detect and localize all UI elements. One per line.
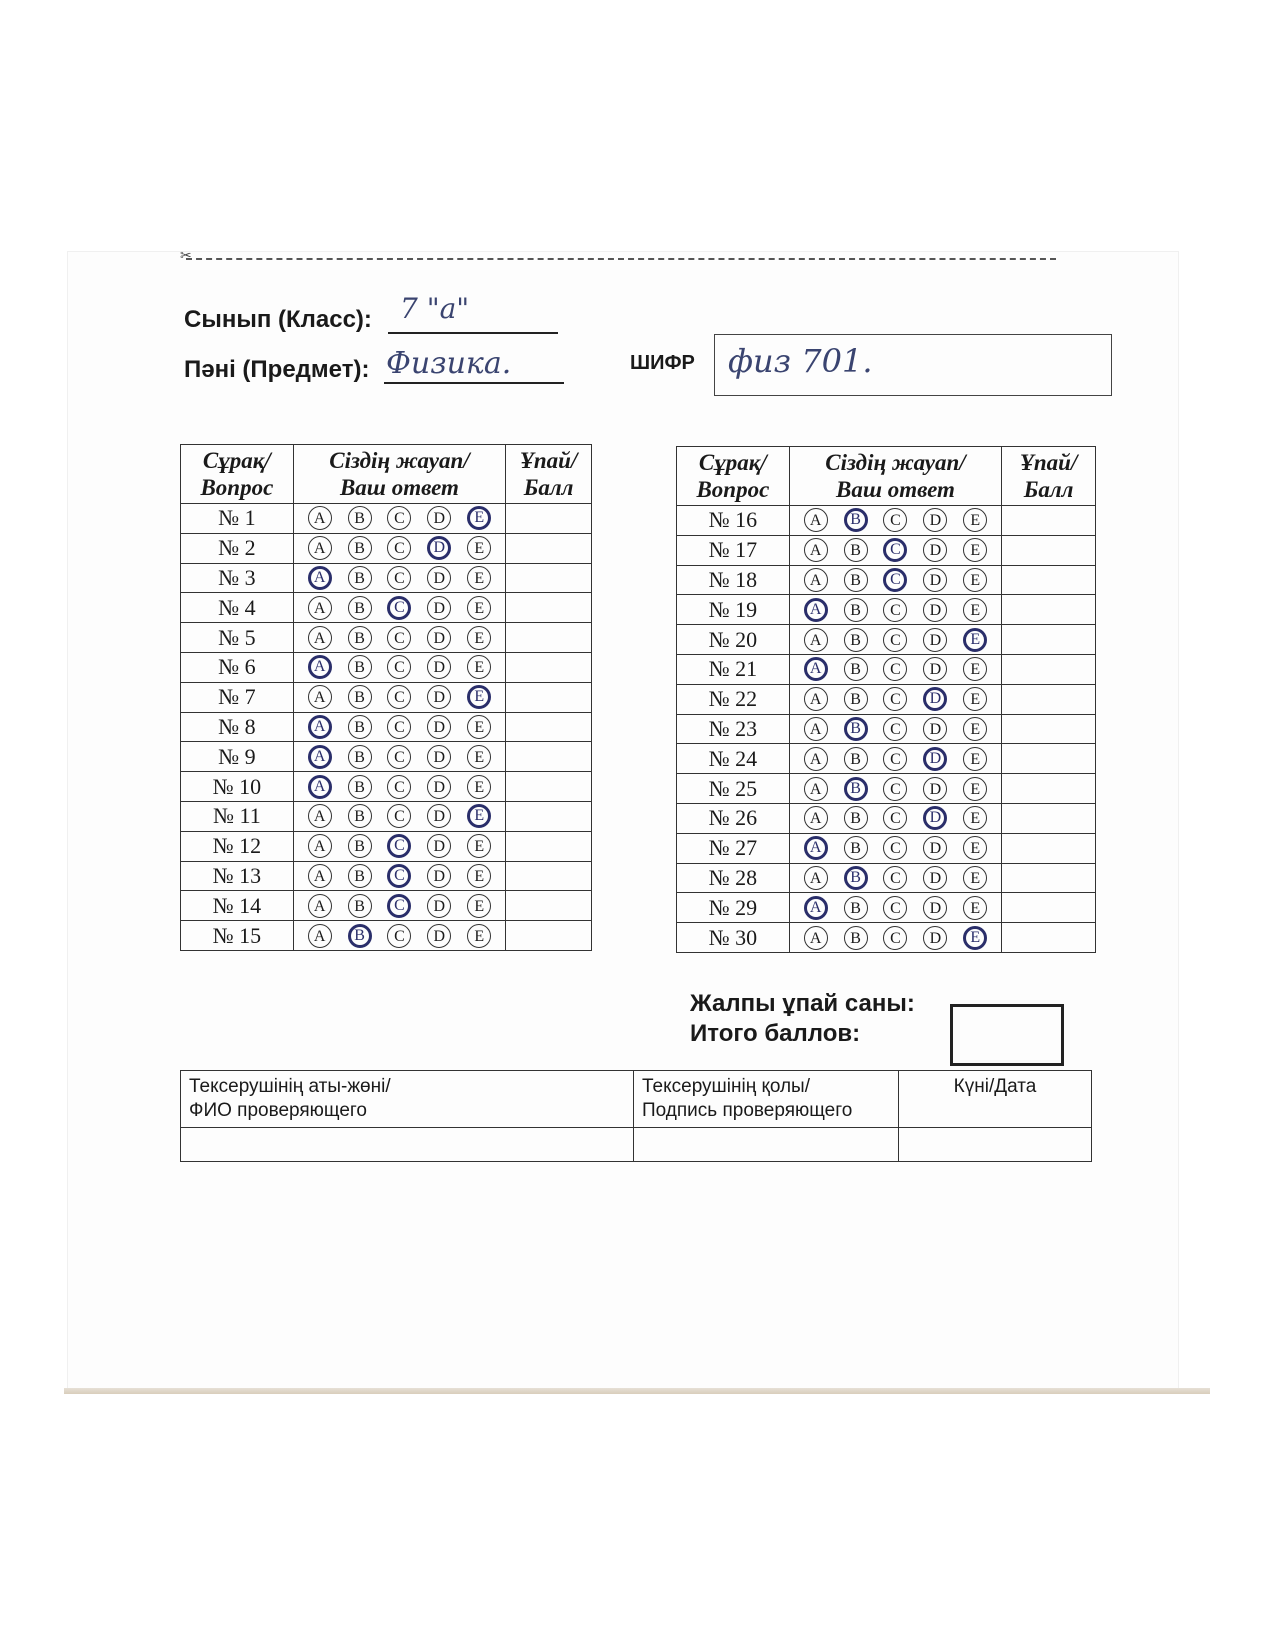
score-cell[interactable] xyxy=(506,742,592,772)
option-bubble-a[interactable]: A xyxy=(308,804,332,828)
option-bubble-e[interactable]: E xyxy=(963,538,987,562)
question-number: № 28 xyxy=(677,863,790,893)
option-bubble-a[interactable]: A xyxy=(308,596,332,620)
option-bubble-a[interactable]: A xyxy=(804,926,828,950)
option-bubble-e[interactable]: E xyxy=(963,777,987,801)
header-answer: Сіздің жауап/ Ваш ответ xyxy=(293,445,505,504)
option-bubble-d[interactable]: D xyxy=(427,804,451,828)
question-number: № 5 xyxy=(181,623,294,653)
answer-cell xyxy=(789,654,1001,684)
option-bubble-c[interactable]: C xyxy=(883,806,907,830)
option-bubble-b[interactable]: B xyxy=(348,536,372,560)
option-bubble-d[interactable]: D xyxy=(427,506,451,530)
scissors-icon: ✂ xyxy=(180,248,192,264)
score-cell[interactable] xyxy=(506,831,592,861)
subject-underline xyxy=(384,382,564,384)
option-bubble-a[interactable]: A xyxy=(804,568,828,592)
option-bubble-b[interactable]: B xyxy=(844,598,868,622)
option-bubble-c[interactable]: C xyxy=(387,894,411,918)
table-row xyxy=(181,921,592,951)
score-cell[interactable] xyxy=(506,801,592,831)
header-score: Ұпай/ Балл xyxy=(1002,447,1096,506)
option-bubble-a[interactable]: A xyxy=(804,508,828,532)
class-label: Сынып (Класс): xyxy=(184,306,372,333)
option-bubble-d[interactable]: D xyxy=(923,896,947,920)
table-row xyxy=(677,684,1096,714)
question-number: № 11 xyxy=(181,801,294,831)
answer-cell xyxy=(789,893,1001,923)
table-row xyxy=(181,712,592,742)
table-row xyxy=(677,923,1096,953)
table-row xyxy=(677,654,1096,684)
header-answer: Сіздің жауап/ Ваш ответ xyxy=(789,447,1001,506)
option-bubble-d[interactable]: D xyxy=(923,717,947,741)
option-bubble-e[interactable]: E xyxy=(467,775,491,799)
score-cell[interactable] xyxy=(506,861,592,891)
total-label-ru: Итого баллов: xyxy=(690,1020,861,1047)
table-row xyxy=(677,714,1096,744)
answer-cell xyxy=(293,652,505,682)
option-bubble-b[interactable]: B xyxy=(844,747,868,771)
option-bubble-c[interactable]: C xyxy=(883,777,907,801)
option-bubble-a[interactable]: A xyxy=(308,655,332,679)
question-number: № 13 xyxy=(181,861,294,891)
option-bubble-b[interactable]: B xyxy=(348,745,372,769)
option-bubble-a[interactable]: A xyxy=(308,506,332,530)
answer-cell xyxy=(293,801,505,831)
option-bubble-d[interactable]: D xyxy=(427,596,451,620)
class-value[interactable]: 7 "а" xyxy=(400,292,470,325)
answer-cell xyxy=(789,625,1001,655)
option-bubble-e[interactable]: E xyxy=(467,924,491,948)
option-bubble-c[interactable]: C xyxy=(387,596,411,620)
option-bubble-a[interactable]: A xyxy=(308,685,332,709)
total-label-kz: Жалпы ұпай саны: xyxy=(690,990,915,1017)
option-bubble-c[interactable]: C xyxy=(387,715,411,739)
question-number: № 10 xyxy=(181,772,294,802)
option-bubble-b[interactable]: B xyxy=(844,628,868,652)
option-bubble-d[interactable]: D xyxy=(427,834,451,858)
option-bubble-c[interactable]: C xyxy=(387,804,411,828)
option-bubble-e[interactable]: E xyxy=(467,715,491,739)
answer-cell xyxy=(293,831,505,861)
table-row xyxy=(181,623,592,653)
option-bubble-c[interactable]: C xyxy=(883,866,907,890)
option-bubble-d[interactable]: D xyxy=(923,538,947,562)
table-row xyxy=(677,893,1096,923)
option-bubble-e[interactable]: E xyxy=(963,896,987,920)
option-bubble-e[interactable]: E xyxy=(467,864,491,888)
option-bubble-b[interactable]: B xyxy=(348,685,372,709)
option-bubble-e[interactable]: E xyxy=(963,806,987,830)
question-number: № 20 xyxy=(677,625,790,655)
score-cell[interactable] xyxy=(1002,863,1096,893)
option-bubble-b[interactable]: B xyxy=(844,538,868,562)
option-bubble-a[interactable]: A xyxy=(804,896,828,920)
option-bubble-d[interactable]: D xyxy=(923,866,947,890)
option-bubble-a[interactable]: A xyxy=(308,715,332,739)
option-bubble-b[interactable]: B xyxy=(844,806,868,830)
option-bubble-e[interactable]: E xyxy=(467,894,491,918)
question-number: № 9 xyxy=(181,742,294,772)
option-bubble-b[interactable]: B xyxy=(348,804,372,828)
option-bubble-d[interactable]: D xyxy=(923,836,947,860)
score-cell[interactable] xyxy=(506,533,592,563)
option-bubble-b[interactable]: B xyxy=(844,717,868,741)
option-bubble-d[interactable]: D xyxy=(923,687,947,711)
answer-cell xyxy=(293,533,505,563)
option-bubble-e[interactable]: E xyxy=(963,568,987,592)
question-number: № 16 xyxy=(677,506,790,536)
option-bubble-d[interactable]: D xyxy=(427,536,451,560)
table-row xyxy=(677,625,1096,655)
answer-cell xyxy=(293,861,505,891)
option-bubble-b[interactable]: B xyxy=(348,715,372,739)
option-bubble-b[interactable]: B xyxy=(348,864,372,888)
answer-cell xyxy=(789,684,1001,714)
question-number: № 19 xyxy=(677,595,790,625)
question-number: № 4 xyxy=(181,593,294,623)
score-cell[interactable] xyxy=(1002,684,1096,714)
option-bubble-a[interactable]: A xyxy=(308,745,332,769)
answer-cell xyxy=(789,506,1001,536)
table-row xyxy=(677,803,1096,833)
answer-cell xyxy=(789,744,1001,774)
option-bubble-d[interactable]: D xyxy=(427,864,451,888)
option-bubble-b[interactable]: B xyxy=(844,508,868,532)
option-bubble-c[interactable]: C xyxy=(883,926,907,950)
answer-cell xyxy=(293,623,505,653)
option-bubble-d[interactable]: D xyxy=(427,894,451,918)
option-bubble-c[interactable]: C xyxy=(883,836,907,860)
option-bubble-d[interactable]: D xyxy=(923,568,947,592)
option-bubble-c[interactable]: C xyxy=(387,745,411,769)
sheet-edge xyxy=(64,1388,1210,1394)
answer-cell xyxy=(789,863,1001,893)
question-number: № 6 xyxy=(181,652,294,682)
option-bubble-b[interactable]: B xyxy=(348,506,372,530)
option-bubble-e[interactable]: E xyxy=(963,628,987,652)
option-bubble-d[interactable]: D xyxy=(427,566,451,590)
option-bubble-b[interactable]: B xyxy=(844,777,868,801)
question-number: № 29 xyxy=(677,893,790,923)
option-bubble-a[interactable]: A xyxy=(804,687,828,711)
score-cell[interactable] xyxy=(1002,714,1096,744)
answer-cell xyxy=(293,921,505,951)
option-bubble-d[interactable]: D xyxy=(923,508,947,532)
answer-cell xyxy=(789,803,1001,833)
option-bubble-b[interactable]: B xyxy=(844,687,868,711)
score-cell[interactable] xyxy=(506,623,592,653)
option-bubble-b[interactable]: B xyxy=(844,657,868,681)
option-bubble-d[interactable]: D xyxy=(923,657,947,681)
checker-name-field[interactable] xyxy=(181,1128,634,1162)
option-bubble-a[interactable]: A xyxy=(308,924,332,948)
option-bubble-c[interactable]: C xyxy=(387,566,411,590)
score-cell[interactable] xyxy=(506,593,592,623)
table-row xyxy=(181,682,592,712)
table-row xyxy=(181,801,592,831)
question-number: № 17 xyxy=(677,535,790,565)
option-bubble-e[interactable]: E xyxy=(963,836,987,860)
option-bubble-c[interactable]: C xyxy=(883,896,907,920)
option-bubble-c[interactable]: C xyxy=(387,506,411,530)
option-bubble-b[interactable]: B xyxy=(348,655,372,679)
option-bubble-c[interactable]: C xyxy=(387,864,411,888)
question-number: № 8 xyxy=(181,712,294,742)
option-bubble-d[interactable]: D xyxy=(923,747,947,771)
header-question: Сұрақ/ Вопрос xyxy=(677,447,790,506)
option-bubble-d[interactable]: D xyxy=(427,745,451,769)
option-bubble-d[interactable]: D xyxy=(427,685,451,709)
option-bubble-a[interactable]: A xyxy=(804,657,828,681)
table-row xyxy=(181,533,592,563)
header-score: Ұпай/ Балл xyxy=(506,445,592,504)
option-bubble-c[interactable]: C xyxy=(883,538,907,562)
option-bubble-e[interactable]: E xyxy=(467,596,491,620)
option-bubble-d[interactable]: D xyxy=(923,806,947,830)
cipher-label: ШИФР xyxy=(630,352,695,374)
option-bubble-a[interactable]: A xyxy=(308,864,332,888)
question-number: № 15 xyxy=(181,921,294,951)
score-cell[interactable] xyxy=(506,891,592,921)
option-bubble-c[interactable]: C xyxy=(387,626,411,650)
option-bubble-c[interactable]: C xyxy=(883,747,907,771)
option-bubble-a[interactable]: A xyxy=(804,598,828,622)
option-bubble-e[interactable]: E xyxy=(963,747,987,771)
table-row xyxy=(181,831,592,861)
table-row xyxy=(181,861,592,891)
subject-value[interactable]: Физика. xyxy=(386,346,512,381)
option-bubble-c[interactable]: C xyxy=(387,685,411,709)
table-row xyxy=(677,833,1096,863)
option-bubble-e[interactable]: E xyxy=(963,926,987,950)
score-cell[interactable] xyxy=(1002,625,1096,655)
answer-cell xyxy=(789,833,1001,863)
table-row xyxy=(181,593,592,623)
table-row xyxy=(677,863,1096,893)
option-bubble-e[interactable]: E xyxy=(963,657,987,681)
option-bubble-e[interactable]: E xyxy=(467,506,491,530)
option-bubble-e[interactable]: E xyxy=(467,655,491,679)
option-bubble-c[interactable]: C xyxy=(883,508,907,532)
option-bubble-d[interactable]: D xyxy=(923,926,947,950)
total-box[interactable] xyxy=(950,1004,1064,1066)
option-bubble-a[interactable]: A xyxy=(308,566,332,590)
answer-cell xyxy=(789,923,1001,953)
score-cell[interactable] xyxy=(506,921,592,951)
option-bubble-c[interactable]: C xyxy=(883,628,907,652)
question-number: № 12 xyxy=(181,831,294,861)
option-bubble-b[interactable]: B xyxy=(348,834,372,858)
option-bubble-b[interactable]: B xyxy=(844,926,868,950)
score-cell[interactable] xyxy=(1002,595,1096,625)
option-bubble-d[interactable]: D xyxy=(427,715,451,739)
answer-cell xyxy=(293,891,505,921)
option-bubble-c[interactable]: C xyxy=(387,834,411,858)
checker-name-header: Тексерушінің аты-жөні/ ФИО проверяющего xyxy=(181,1071,634,1128)
question-number: № 24 xyxy=(677,744,790,774)
option-bubble-e[interactable]: E xyxy=(467,804,491,828)
score-cell[interactable] xyxy=(506,682,592,712)
question-number: № 25 xyxy=(677,774,790,804)
table-row xyxy=(181,772,592,802)
answer-cell xyxy=(293,712,505,742)
checker-table xyxy=(180,1070,1092,1162)
option-bubble-c[interactable]: C xyxy=(883,598,907,622)
option-bubble-a[interactable]: A xyxy=(804,777,828,801)
option-bubble-d[interactable]: D xyxy=(923,777,947,801)
option-bubble-c[interactable]: C xyxy=(387,655,411,679)
score-cell[interactable] xyxy=(1002,654,1096,684)
answer-cell xyxy=(789,774,1001,804)
option-bubble-b[interactable]: B xyxy=(844,836,868,860)
score-cell[interactable] xyxy=(1002,744,1096,774)
answer-cell xyxy=(789,565,1001,595)
table-row xyxy=(677,595,1096,625)
answer-cell xyxy=(789,714,1001,744)
option-bubble-a[interactable]: A xyxy=(804,866,828,890)
answer-cell xyxy=(293,742,505,772)
answer-cell xyxy=(293,504,505,534)
score-cell[interactable] xyxy=(1002,923,1096,953)
answer-cell xyxy=(293,772,505,802)
checker-signature-field[interactable] xyxy=(634,1128,899,1162)
score-cell[interactable] xyxy=(1002,506,1096,536)
score-cell[interactable] xyxy=(506,563,592,593)
option-bubble-b[interactable]: B xyxy=(348,924,372,948)
score-cell[interactable] xyxy=(1002,803,1096,833)
question-number: № 14 xyxy=(181,891,294,921)
option-bubble-d[interactable]: D xyxy=(923,598,947,622)
option-bubble-c[interactable]: C xyxy=(883,568,907,592)
option-bubble-a[interactable]: A xyxy=(804,836,828,860)
table-row xyxy=(181,891,592,921)
question-number: № 2 xyxy=(181,533,294,563)
option-bubble-b[interactable]: B xyxy=(844,568,868,592)
option-bubble-e[interactable]: E xyxy=(963,687,987,711)
answer-cell xyxy=(789,595,1001,625)
option-bubble-a[interactable]: A xyxy=(308,775,332,799)
option-bubble-a[interactable]: A xyxy=(804,747,828,771)
option-bubble-e[interactable]: E xyxy=(467,536,491,560)
table-row xyxy=(677,506,1096,536)
option-bubble-b[interactable]: B xyxy=(844,896,868,920)
option-bubble-e[interactable]: E xyxy=(963,598,987,622)
option-bubble-e[interactable]: E xyxy=(963,866,987,890)
score-cell[interactable] xyxy=(506,772,592,802)
answer-cell xyxy=(293,563,505,593)
score-cell[interactable] xyxy=(1002,774,1096,804)
option-bubble-a[interactable]: A xyxy=(804,717,828,741)
option-bubble-b[interactable]: B xyxy=(348,566,372,590)
cut-line xyxy=(186,258,1056,260)
question-number: № 7 xyxy=(181,682,294,712)
option-bubble-d[interactable]: D xyxy=(923,628,947,652)
answer-cell xyxy=(293,593,505,623)
option-bubble-a[interactable]: A xyxy=(804,806,828,830)
question-number: № 21 xyxy=(677,654,790,684)
option-bubble-b[interactable]: B xyxy=(348,626,372,650)
score-cell[interactable] xyxy=(506,712,592,742)
question-number: № 3 xyxy=(181,563,294,593)
option-bubble-d[interactable]: D xyxy=(427,655,451,679)
option-bubble-b[interactable]: B xyxy=(844,866,868,890)
option-bubble-a[interactable]: A xyxy=(308,536,332,560)
table-row xyxy=(181,742,592,772)
option-bubble-d[interactable]: D xyxy=(427,626,451,650)
option-bubble-e[interactable]: E xyxy=(467,626,491,650)
answer-cell xyxy=(293,682,505,712)
option-bubble-c[interactable]: C xyxy=(387,924,411,948)
option-bubble-b[interactable]: B xyxy=(348,596,372,620)
option-bubble-a[interactable]: A xyxy=(804,538,828,562)
checker-date-header: Күні/Дата xyxy=(899,1071,1092,1128)
header-question: Сұрақ/ Вопрос xyxy=(181,445,294,504)
table-row xyxy=(181,504,592,534)
option-bubble-a[interactable]: A xyxy=(308,894,332,918)
question-number: № 26 xyxy=(677,803,790,833)
option-bubble-a[interactable]: A xyxy=(308,834,332,858)
option-bubble-d[interactable]: D xyxy=(427,924,451,948)
option-bubble-c[interactable]: C xyxy=(883,687,907,711)
table-row xyxy=(181,652,592,682)
class-underline xyxy=(388,332,558,334)
option-bubble-e[interactable]: E xyxy=(467,745,491,769)
option-bubble-c[interactable]: C xyxy=(387,775,411,799)
option-bubble-c[interactable]: C xyxy=(883,657,907,681)
question-number: № 1 xyxy=(181,504,294,534)
score-cell[interactable] xyxy=(506,652,592,682)
table-row xyxy=(181,563,592,593)
answer-table-left xyxy=(180,444,592,951)
table-row xyxy=(677,535,1096,565)
option-bubble-b[interactable]: B xyxy=(348,894,372,918)
option-bubble-a[interactable]: A xyxy=(308,626,332,650)
subject-label: Пәні (Предмет): xyxy=(184,356,370,383)
score-cell[interactable] xyxy=(1002,833,1096,863)
table-row xyxy=(677,565,1096,595)
answer-cell xyxy=(789,535,1001,565)
checker-signature-header: Тексерушінің қолы/ Подпись проверяющего xyxy=(634,1071,899,1128)
option-bubble-d[interactable]: D xyxy=(427,775,451,799)
score-cell[interactable] xyxy=(506,504,592,534)
cipher-value: физ 701. xyxy=(728,342,873,380)
option-bubble-e[interactable]: E xyxy=(467,834,491,858)
question-number: № 23 xyxy=(677,714,790,744)
option-bubble-b[interactable]: B xyxy=(348,775,372,799)
score-cell[interactable] xyxy=(1002,565,1096,595)
answer-table-right xyxy=(676,446,1096,953)
question-number: № 27 xyxy=(677,833,790,863)
option-bubble-c[interactable]: C xyxy=(883,717,907,741)
table-row xyxy=(677,744,1096,774)
question-number: № 18 xyxy=(677,565,790,595)
score-cell[interactable] xyxy=(1002,893,1096,923)
checker-date-field[interactable] xyxy=(899,1128,1092,1162)
question-number: № 30 xyxy=(677,923,790,953)
option-bubble-e[interactable]: E xyxy=(467,566,491,590)
question-number: № 22 xyxy=(677,684,790,714)
option-bubble-e[interactable]: E xyxy=(467,685,491,709)
table-row xyxy=(677,774,1096,804)
option-bubble-a[interactable]: A xyxy=(804,628,828,652)
option-bubble-e[interactable]: E xyxy=(963,717,987,741)
option-bubble-e[interactable]: E xyxy=(963,508,987,532)
score-cell[interactable] xyxy=(1002,535,1096,565)
option-bubble-c[interactable]: C xyxy=(387,536,411,560)
